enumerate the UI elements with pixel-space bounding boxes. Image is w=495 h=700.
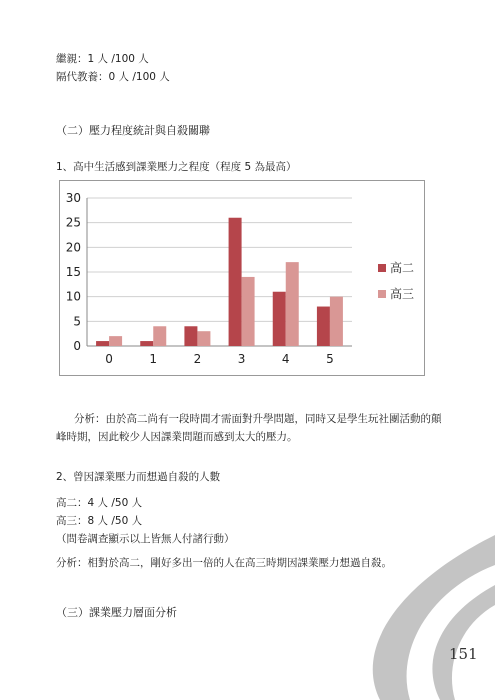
decorative-arc-inner bbox=[432, 585, 495, 700]
y-tick-label: 5 bbox=[73, 314, 81, 329]
grade3-suicide-count: 高三：8 人 /50 人 bbox=[56, 515, 143, 527]
x-tick-label: 2 bbox=[193, 352, 202, 366]
analysis-2-paragraph: 分析：相對於高二，剛好多出一倍的人在高三時期因課業壓力想過自殺。 bbox=[56, 557, 392, 569]
legend-label: 高二 bbox=[390, 261, 415, 275]
section-heading-2: （二）壓力程度統計與自殺關聯 bbox=[56, 124, 210, 137]
legend-label: 高三 bbox=[390, 287, 415, 301]
legend-swatch bbox=[378, 264, 386, 272]
y-tick-label: 10 bbox=[65, 289, 81, 304]
section-heading-3: （三）課業壓力層面分析 bbox=[56, 606, 177, 619]
bar-grade2-level-3 bbox=[229, 218, 242, 346]
legend-swatch bbox=[378, 290, 386, 298]
survey-note: （問卷調查顯示以上皆無人付諸行動） bbox=[56, 533, 235, 545]
x-tick-label: 5 bbox=[326, 352, 334, 366]
y-tick-label: 30 bbox=[65, 191, 81, 205]
question-1-title: 1、高中生活感到課業壓力之程度（程度 5 為最高） bbox=[56, 161, 297, 173]
bar-grade2-level-0 bbox=[96, 341, 109, 346]
y-tick-label: 20 bbox=[65, 240, 81, 255]
y-tick-label: 15 bbox=[65, 265, 81, 279]
bar-grade2-level-5 bbox=[317, 307, 330, 346]
bar-grade3-level-3 bbox=[242, 277, 255, 346]
x-tick-label: 3 bbox=[237, 352, 246, 366]
x-tick-label: 4 bbox=[281, 352, 290, 366]
relation-line-stepparent: 繼親：1 人 /100 人 bbox=[56, 53, 149, 65]
bar-grade3-level-0 bbox=[109, 336, 122, 346]
grade2-suicide-count: 高二：4 人 /50 人 bbox=[56, 497, 143, 509]
y-tick-label: 0 bbox=[73, 339, 81, 353]
bar-grade2-level-4 bbox=[273, 292, 286, 346]
relation-line-grandparents: 隔代教養：0 人 /100 人 bbox=[56, 71, 170, 83]
bar-grade3-level-1 bbox=[153, 326, 166, 346]
bar-grade3-level-4 bbox=[286, 262, 299, 346]
question-2-title: 2、曾因課業壓力而想過自殺的人數 bbox=[56, 471, 221, 483]
stress-level-chart bbox=[59, 180, 425, 376]
bar-grade3-level-5 bbox=[330, 297, 343, 346]
bar-grade3-level-2 bbox=[197, 331, 210, 346]
x-tick-label: 1 bbox=[149, 352, 158, 366]
analysis-1-paragraph: 分析：由於高二尚有一段時間才需面對升學問題，同時又是學生玩社團活動的顛峰時期，因此較少人因課業問題而感到太大的壓力。 bbox=[56, 413, 442, 443]
stress-level-chart-svg bbox=[60, 181, 424, 375]
x-tick-label: 0 bbox=[105, 352, 113, 366]
bar-grade2-level-1 bbox=[140, 341, 153, 346]
bar-grade2-level-2 bbox=[184, 326, 197, 346]
page-number: 151 bbox=[449, 645, 478, 663]
y-tick-label: 25 bbox=[65, 215, 81, 230]
